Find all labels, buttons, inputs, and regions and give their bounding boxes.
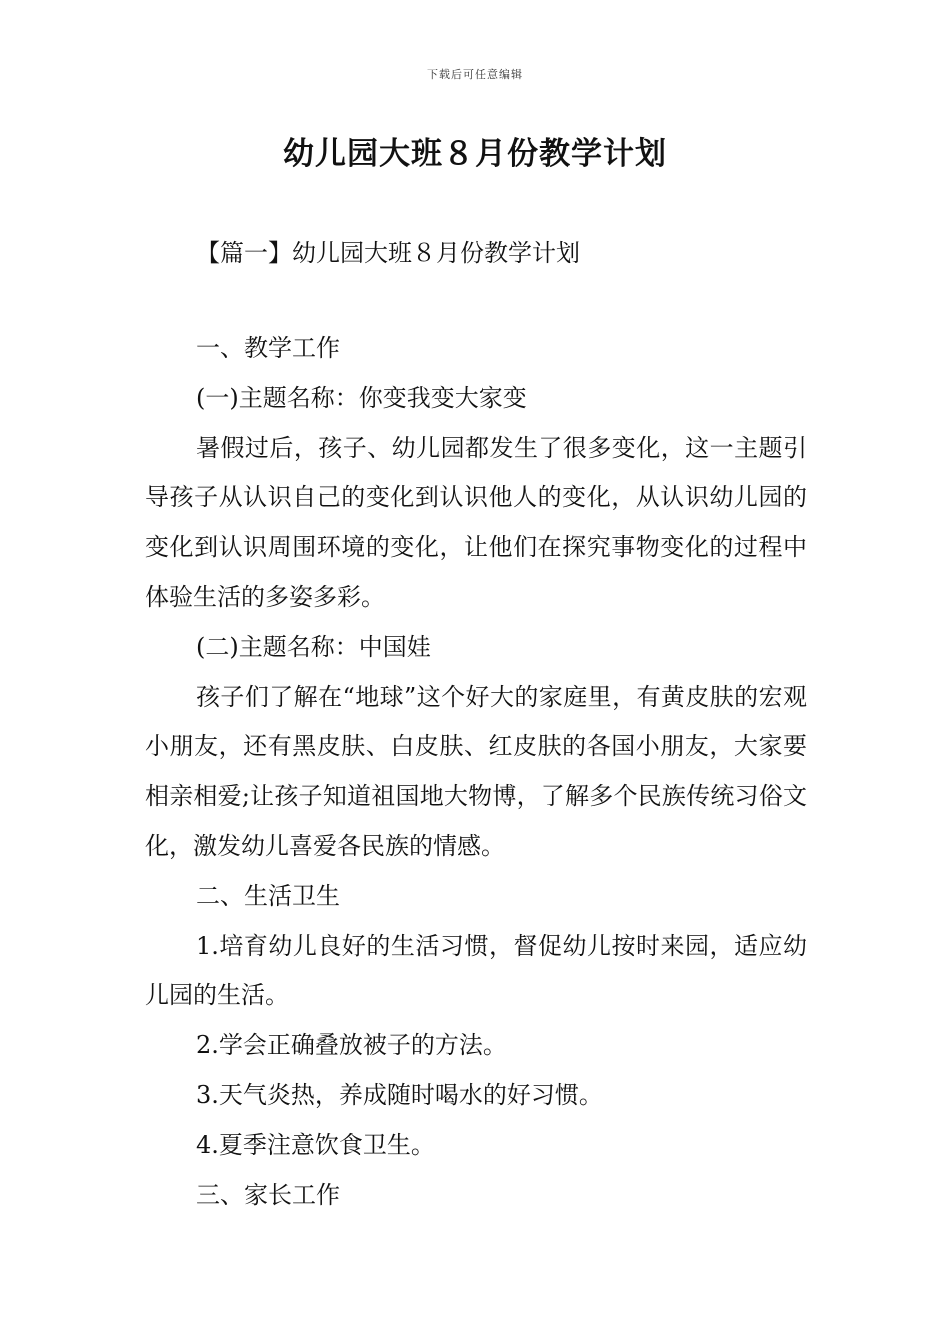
- heading-daily-hygiene: 二、生活卫生: [196, 881, 340, 910]
- list-item-3: 3.天气炎热，养成随时喝水的好习惯。: [196, 1080, 603, 1109]
- document-body: [145, 324, 807, 1220]
- list-item-4: 4.夏季注意饮食卫生。: [196, 1130, 435, 1159]
- subheading-theme-two: (二)主题名称：中国娃: [196, 632, 431, 661]
- paragraph-theme-one: 暑假过后，孩子、幼儿园都发生了很多变化，这一主题引导孩子从认识自己的变化到认识他人的变化，从认识幼儿园的变化到认识周围环境的变化，让他们在探究事物变化的过程中体验生活的多姿多彩。: [145, 433, 807, 611]
- heading-teaching-work: 一、教学工作: [196, 334, 340, 362]
- list-item-2: 2.学会正确叠放被子的方法。: [196, 1031, 507, 1060]
- list-item-1: 1.培育幼儿良好的生活习惯，督促幼儿按时来园，适应幼儿园的生活。: [145, 931, 807, 1010]
- section-heading: 【篇一】幼儿园大班８月份教学计划: [196, 239, 580, 267]
- heading-parent-work: 三、家长工作: [196, 1180, 340, 1209]
- header-note: 下载后可任意编辑: [427, 68, 523, 81]
- document-title: 幼儿园大班８月份教学计划: [283, 136, 667, 172]
- paragraph-theme-two: 孩子们了解在“地球”这个好大的家庭里，有黄皮肤的宏观小朋友，还有黑皮肤、白皮肤、红皮肤的各国小朋友，大家要相亲相爱;让孩子知道祖国地大物博，了解多个民族传统习俗文化，激发幼儿喜爱各民族的情感。: [145, 682, 807, 860]
- subheading-theme-one: (一)主题名称：你变我变大家变: [196, 383, 527, 412]
